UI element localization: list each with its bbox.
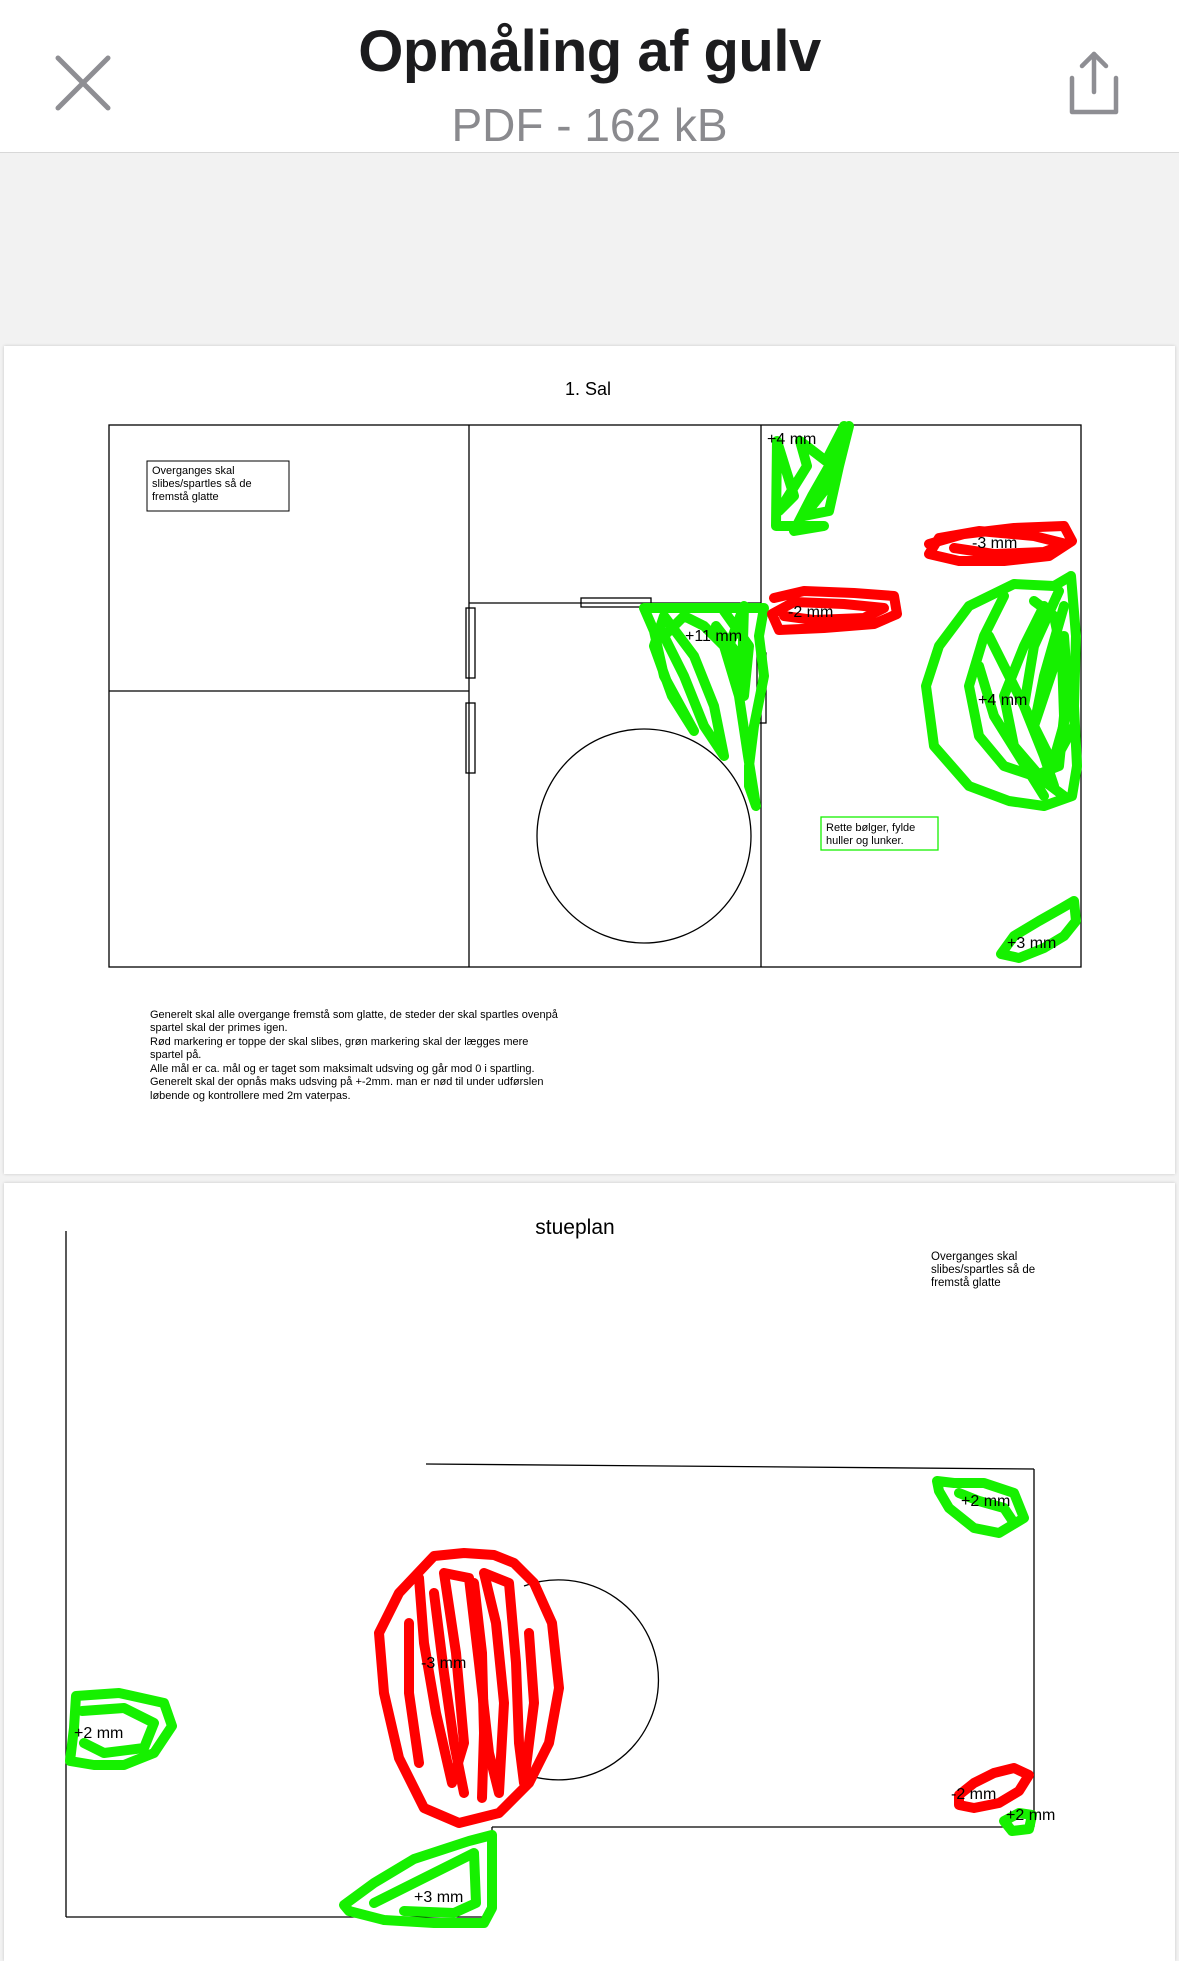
label-plus-3mm: +3 mm — [414, 1889, 464, 1906]
walls — [66, 1231, 1034, 1917]
floor-plan-stueplan — [4, 1183, 1175, 1961]
page-heading: stueplan — [535, 1216, 615, 1239]
description-text: Generelt skal alle overgange fremstå som glatte, de steder der skal spartles ovenpå spartel skal der primes igen. Rød markering er toppe der skal slibes, grøn markering skal der lægges mere spartel på. Alle mål er ca. mål og er taget som maksimalt udsving og går mod 0 i spartling. Generelt skal der opnås maks udsving på +-2mm. man er nød til under udførslen løbende og kontrollere med 2m vaterpas. — [150, 1009, 558, 1102]
note-top-right: Overganges skal slibes/spartles så de fremstå glatte — [931, 1251, 1036, 1289]
pdf-page-1[interactable] — [4, 346, 1175, 1174]
red-markings — [379, 1553, 1029, 1823]
label-minus-2mm: -2 mm — [951, 1786, 997, 1803]
note-left: Overganges skal slibes/spartles så de fremstå glatte — [152, 465, 252, 503]
green-markings — [70, 1481, 1032, 1923]
share-button[interactable] — [1058, 48, 1130, 120]
measurement-labels — [74, 1493, 1055, 1906]
document-subtitle: PDF - 162 kB — [451, 99, 728, 151]
label-minus-3mm: -3 mm — [972, 535, 1018, 552]
note-right: Rette bølger, fylde huller og lunker. — [826, 822, 916, 847]
label-plus-4mm-top: +4 mm — [767, 431, 817, 448]
page-heading: 1. Sal — [564, 379, 612, 399]
share-icon — [1058, 48, 1130, 120]
document-title: Opmåling af gulv — [358, 19, 821, 84]
pdf-page-2[interactable] — [4, 1183, 1175, 1961]
label-plus-2mm-top-right: +2 mm — [961, 1493, 1011, 1510]
label-plus-3mm: +3 mm — [1007, 935, 1057, 952]
label-plus-11mm: +11 mm — [685, 628, 743, 645]
nav-header — [0, 0, 1179, 153]
floor-plan-1-sal — [4, 346, 1175, 1174]
label-minus-2mm: -2 mm — [788, 604, 834, 621]
label-plus-2mm-bottom-right: +2 mm — [1006, 1807, 1056, 1824]
label-plus-4mm-right: +4 mm — [978, 692, 1028, 709]
label-minus-3mm: -3 mm — [421, 1655, 467, 1672]
walls — [109, 425, 1081, 967]
label-plus-2mm-left: +2 mm — [74, 1725, 124, 1742]
